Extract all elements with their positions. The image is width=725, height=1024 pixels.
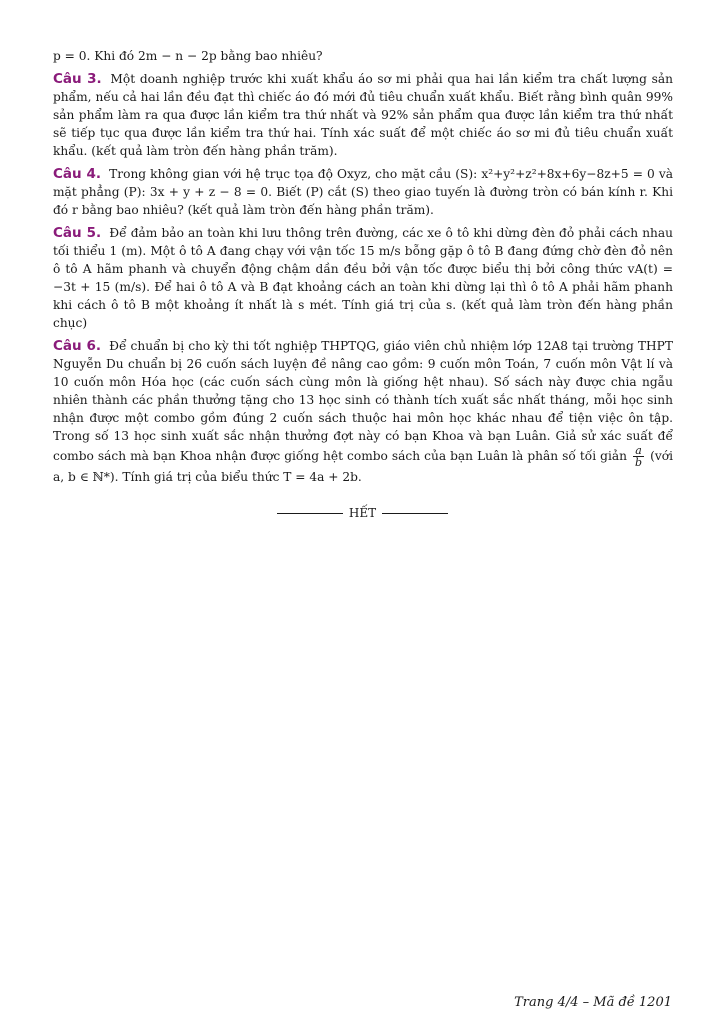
question-text: Trong không gian với hệ trục tọa độ Oxyz, cho mặt cầu (S): x²+y²+z²+8x+6y−8z+5 = 0 và mặt phẳng (P): 3x + y + z − 8 = 0. Biết (P) cắt (S) theo giao tuyến là đường tròn có bán kính r. Khi đó r bằng bao nhiêu? (kết quả làm tròn đến hàng phần trăm). xyxy=(53,167,673,217)
question-tail: (với a, b ∈ ℕ*). Tính giá trị của biểu thức T = 4a + 2b. xyxy=(53,449,673,484)
end-rule-left xyxy=(277,513,343,514)
question-label: Câu 3. xyxy=(53,71,102,87)
page-footer: Trang 4/4 – Mã đề 1201 xyxy=(514,995,672,1010)
question-text: Để đảm bảo an toàn khi lưu thông trên đường, các xe ô tô khi dừng đèn đỏ phải cách nhau tối thiểu 1 (m). Một ô tô A đang chạy với vận tốc 15 m/s bỗng gặp ô tô B đang đứng chờ đèn đỏ nên ô tô A hãm phanh và chuyển động chậm dần đều bởi vận tốc được biểu thị bởi công thức vA(t) = −3t + 15 (m/s). Để hai ô tô A và B đạt khoảng cách an toàn khi dừng lại thì ô tô A phải hãm phanh khi cách ô tô B một khoảng ít nhất là s mét. Tính giá trị của s. (kết quả làm tròn đến hàng phần chục) xyxy=(53,226,674,330)
fraction-numerator: a xyxy=(633,445,644,457)
question-4 xyxy=(53,165,673,219)
question-label: Câu 6. xyxy=(53,338,102,354)
end-rule-right xyxy=(382,513,448,514)
end-text: HẾT xyxy=(348,506,377,520)
question-5 xyxy=(53,224,673,332)
fraction-denominator: b xyxy=(635,456,643,469)
end-marker xyxy=(0,506,725,520)
exam-content xyxy=(53,47,673,486)
question-label: Câu 4. xyxy=(53,166,102,182)
question-6 xyxy=(53,337,673,486)
question-text: Để chuẩn bị cho kỳ thi tốt nghiệp THPTQG, giáo viên chủ nhiệm lớp 12A8 tại trường THPT Nguyễn Du chuẩn bị 26 cuốn sách luyện đề nâng cao gồm: 9 cuốn môn Toán, 7 cuốn môn Vật lí và 10 cuốn môn Hóa học (các cuốn sách cùng môn là giống hệt nhau). Số sách này được chia ngẫu nhiên thành các phần thưởng tặng cho 13 học sinh có thành tích xuất sắc nhất tháng, mỗi học sinh nhận được một combo gồm đúng 2 cuốn sách thuộc hai môn học khác nhau để tiện việc ôn tập. Trong số 13 học sinh xuất sắc nhận thưởng đợt này có bạn Khoa và bạn Luân. Giả sử xác suất để combo sách mà bạn Khoa nhận được giống hệt combo sách của bạn Luân là phân số tối giản xyxy=(53,339,673,463)
fraction xyxy=(633,445,644,468)
question-3 xyxy=(53,70,673,160)
question-label: Câu 5. xyxy=(53,225,102,241)
lead-text: p = 0. Khi đó 2m − n − 2p bằng bao nhiêu? xyxy=(53,49,323,63)
question-text: Một doanh nghiệp trước khi xuất khẩu áo sơ mi phải qua hai lần kiểm tra chất lượng sản phẩm, nếu cả hai lần đều đạt thì chiếc áo đó mới đủ tiêu chuẩn xuất khẩu. Biết rằng bình quân 99% sản phẩm làm ra qua được lần kiểm tra thứ nhất và 92% sản phẩm qua được lần kiểm tra thứ nhất sẽ tiếp tục qua được lần kiểm tra thứ hai. Tính xác suất để một chiếc áo sơ mi đủ tiêu chuẩn xuất khẩu. (kết quả làm tròn đến hàng phần trăm). xyxy=(53,72,673,158)
